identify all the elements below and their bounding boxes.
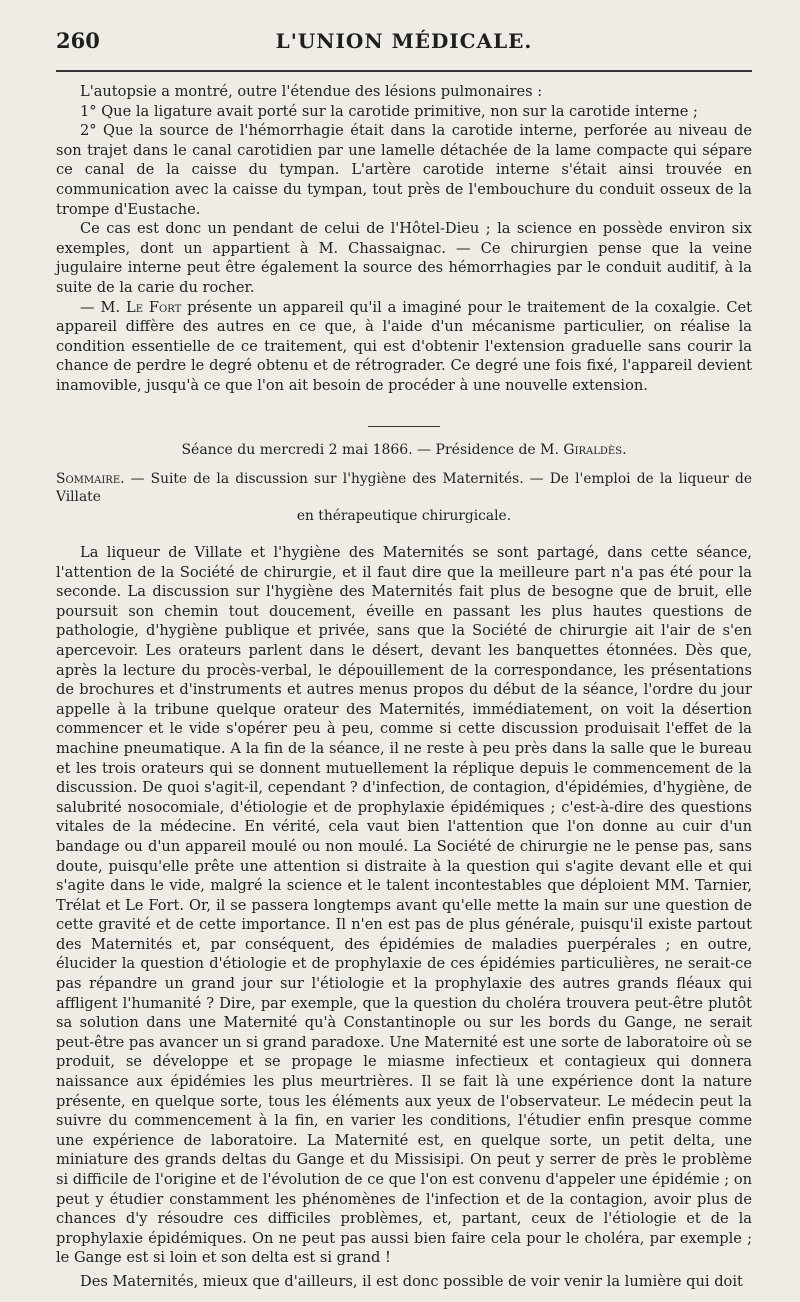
paragraph: Des Maternités, mieux que d'ailleurs, il est donc possible de voir venir la lumière qui doit <box>80 1272 743 1290</box>
paragraph: L'autopsie a montré, outre l'étendue des lésions pulmonaires : <box>80 83 543 100</box>
summary <box>56 470 752 526</box>
summary-line: . — Suite de la discussion sur l'hygiène des Maternités. — De l'emploi de la liqueur de Villate <box>56 470 752 505</box>
paragraph: 2° Que la source de l'hémorrhagie était dans la carotide interne, perforée au niveau de son trajet dans le canal carotidien par une lamelle détachée de la lame compacte qui sépare ce canal de la caisse du tympan. L'artère carotide interne s'était ainsi trouvée en communication avec la caisse du tympan, tout près de l'embouchure du conduit osseux de la trompe d'Eustache. <box>56 122 752 218</box>
text-run: présente un appareil qu'il a imaginé pour le traitement de la coxalgie. Cet appareil diffère des autres en ce que, à l'aide d'un mécanisme particulier, on réalise la condition essentielle de ce traitement, qui est d'obtenir l'extension graduelle sans courir la chance de perdre le degré obtenu et de rétrograder. Ce degré une fois fixé, l'appareil devient inamovible, jusqu'à ce que l'on ait besoin de procéder à une nouvelle extension. <box>56 298 752 394</box>
session-end: . <box>622 441 627 458</box>
paragraph: 1° Que la ligature avait porté sur la carotide primitive, non sur la carotide interne ; <box>80 102 698 120</box>
header-rule <box>56 70 752 72</box>
president-name: Giraldès <box>563 441 623 458</box>
session-text: Séance du mercredi 2 mai 1866. — Présidence de M. <box>181 441 564 458</box>
person-name: Le Fort <box>126 298 182 316</box>
paragraph: La liqueur de Villate et l'hygiène des Maternités se sont partagé, dans cette séance, l'attention de la Société de chirurgie, et il faut dire que la meilleure part n'a pas été pour la seconde. La discussion sur l'hygiène des Maternités fait plus de besogne que de bruit, elle poursuit son chemin tout doucement, éveille en passant les plus hautes questions de pathologie, d'hygiène publique et privée, sans que la Société de chirurgie ait l'air de s'en apercevoir. Les orateurs parlent dans le désert, devant les banquettes étonnées. Dès que, après la lecture du procès-verbal, le dépouillement de la correspondance, les présentations de brochures et d'instruments et autres menus propos du début de la séance, l'ordre du jour appelle à la tribune quelque orateur des Maternités, immédiatement, on voit la désertion commencer et le vide s'opérer peu à peu, comme si cette discussion produisait l'effet de la machine pneumatique. A la fin de la séance, il ne reste à peu près dans la salle que le bureau et les trois orateurs qui se donnent mutuellement la réplique depuis le commencement de la discussion. De quoi s'agit-il, cependant ? d'infection, de contagion, d'épidémies, d'hygiène, de salubrité nosocomiale, d'étiologie et de prophylaxie épidémiques ; c'est-à-dire des questions vitales de la médecine. En vérité, cela vaut bien l'attention que l'on donne au cuir d'un bandage ou d'un appareil moulé ou non moulé. La Société de chirurgie ne le pense pas, sans doute, puisqu'elle prête une attention si distraite à la question qui s'agite devant elle et qui s'agite dans le vide, malgré la science et le talent incontestables que déploient MM. Tarnier, Trélat et Le Fort. Or, il se passera longtemps avant qu'elle mette la main sur une question de cette gravité et de cette importance. Il n'en est pas de plus générale, puisqu'il existe partout des Maternités et, par conséquent, des épidémies de maladies puerpérales ; en outre, élucider la question d'étiologie et de prophylaxie de ces épidémies particulières, ne serait-ce pas répandre un grand jour sur l'étiologie et la prophylaxie des autres grands fléaux qui affligent l'humanité ? Dire, par exemple, que la question du choléra trouvera peut-être plutôt sa solution dans une Maternité qu'à Constantinople ou sur les bords du Gange, ne serait peut-être pas avancer un si grand paradoxe. Une Maternité est une sorte de laboratoire où se produit, se développe et se propage le miasme infectieux et contagieux qui donnera naissance aux épidémies les plus meurtrières. Il se fait là une expérience dont la nature présente, en quelque sorte, tous les éléments aux yeux de l'observateur. Le médecin peut la suivre du commencement à la fin, en varier les conditions, l'étudier enfin presque comme une expérience de laboratoire. La Maternité est, en quelque sorte, un petit delta, une miniature des grands deltas du Gange et du Missisipi. On peut y serrer de près le problème si difficile de l'origine et de l'évolution de ce que l'on est convenu d'appeler une épidémie ; on peut y étudier constamment les phénomènes de l'infection et de la contagion, avoir plus de chances d'y résoudre ces difficiles problèmes, et, partant, ceux de l'étiologie et de la prophylaxie épidémiques. On ne peut pas aussi bien faire cela pour le choléra, par exemple ; le Gange est si loin et son delta est si grand ! <box>56 544 752 1267</box>
section-divider <box>368 426 440 427</box>
summary-line: en thérapeutique chirurgicale. <box>296 507 512 524</box>
section-maternites <box>56 543 752 1292</box>
session-heading <box>56 441 752 460</box>
summary-label: Sommaire <box>56 470 121 487</box>
section-autopsy <box>56 82 752 396</box>
page-number: 260 <box>56 28 100 53</box>
page-header <box>56 28 752 64</box>
running-title: L'UNION MÉDICALE. <box>275 29 533 53</box>
paragraph <box>56 298 752 396</box>
text-run: — M. <box>80 298 126 316</box>
paragraph: Ce cas est donc un pendant de celui de l'Hôtel-Dieu ; la science en possède environ six exemples, dont un appartient à M. Chassaignac. — Ce chirurgien pense que la veine jugulaire interne peut être également la source des hémorrhagies par le conduit auditif, à la suite de la carie du rocher. <box>56 220 752 296</box>
